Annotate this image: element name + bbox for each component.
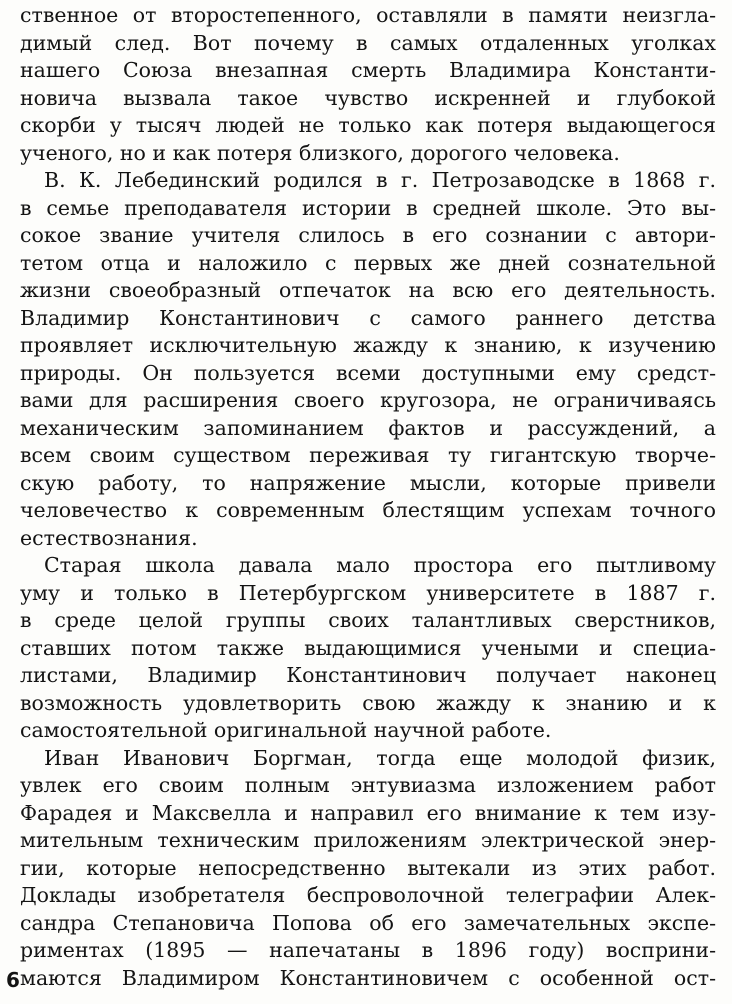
text-line: возможность удовлетворить свою жажду к знанию и к: [20, 690, 716, 715]
text-line: жизни своеобразный отпечаток на всю его деятельность.: [20, 278, 716, 302]
text-line: ставших потом также выдающимися учеными и специа-: [20, 635, 716, 660]
text-line: ученого, но и как потеря близкого, дорогого человека.: [20, 140, 620, 165]
text-line: в семье преподавателя истории в средней школе. Это вы-: [20, 195, 716, 220]
text-line: самостоятельной оригинальной научной работе.: [20, 718, 552, 742]
text-line: новича вызвала такое чувство искренней и глубокой: [20, 85, 716, 110]
text-line: маются Владимиром Константиновичем с особенной ост-: [20, 965, 716, 990]
text-line: Фарадея и Максвелла и направил его внимание к тем изу-: [20, 800, 716, 825]
text-line: скую работу, то напряжение мысли, которые привели: [20, 470, 716, 495]
paragraph-start-line: Иван Иванович Боргман, тогда еще молодой физик,: [44, 745, 716, 770]
text-line: листами, Владимир Константинович получает наконец: [20, 663, 716, 687]
text-line: сокое звание учителя слилось в его сознании с автори-: [20, 223, 716, 247]
text-line: мительным техническим приложениям электрической энер-: [20, 828, 716, 852]
text-line: увлек его своим полным энтувиазма изложением работ: [20, 773, 716, 797]
text-line: природы. Он пользуется всеми доступными ему средст-: [20, 360, 716, 385]
text-line: Владимир Константинович с самого раннего детства: [20, 305, 716, 330]
text-line: тетом отца и наложило с первых же дней сознательной: [20, 250, 716, 275]
text-line: механическим запоминанием фактов и рассуждений, а: [20, 415, 716, 440]
text-line: димый след. Вот почему в самых отдаленных уголках: [20, 30, 716, 55]
text-line: человечество к современным блестящим успехам точного: [20, 498, 716, 522]
text-line: ственное от второстепенного, оставляли в памяти неизгла-: [20, 3, 716, 27]
text-line: вами для расширения своего кругозора, не ограничиваясь: [20, 388, 716, 412]
body-text: [20, 2, 716, 992]
text-line: проявляет исключительную жажду к знанию, к изучению: [20, 333, 716, 357]
text-line: гии, которые непосредственно вытекали из этих работ.: [20, 855, 716, 880]
text-line: уму и только в Петербургском университете в 1887 г.: [20, 580, 716, 605]
text-line: всем своим существом переживая ту гигантскую творче-: [20, 443, 716, 467]
page-number: 6: [6, 968, 20, 992]
paragraph-start-line: В. К. Лебединский родился в г. Петрозаводске в 1868 г.: [44, 168, 716, 192]
text-line: естествознания.: [20, 525, 198, 550]
text-line: нашего Союза внезапная смерть Владимира Константи-: [20, 58, 716, 82]
text-line: сандра Степановича Попова об его замечательных экспе-: [20, 910, 716, 935]
text-line: скорби у тысяч людей не только как потеря выдающегося: [20, 113, 716, 137]
text-line: Доклады изобретателя беспроволочной телеграфии Алек-: [20, 883, 716, 907]
text-line: риментах (1895 — напечатаны в 1896 году) восприни-: [20, 938, 716, 962]
text-line: в среде целой группы своих талантливых сверстников,: [20, 608, 716, 632]
paragraph-start-line: Старая школа давала мало простора его пытливому: [44, 553, 716, 577]
